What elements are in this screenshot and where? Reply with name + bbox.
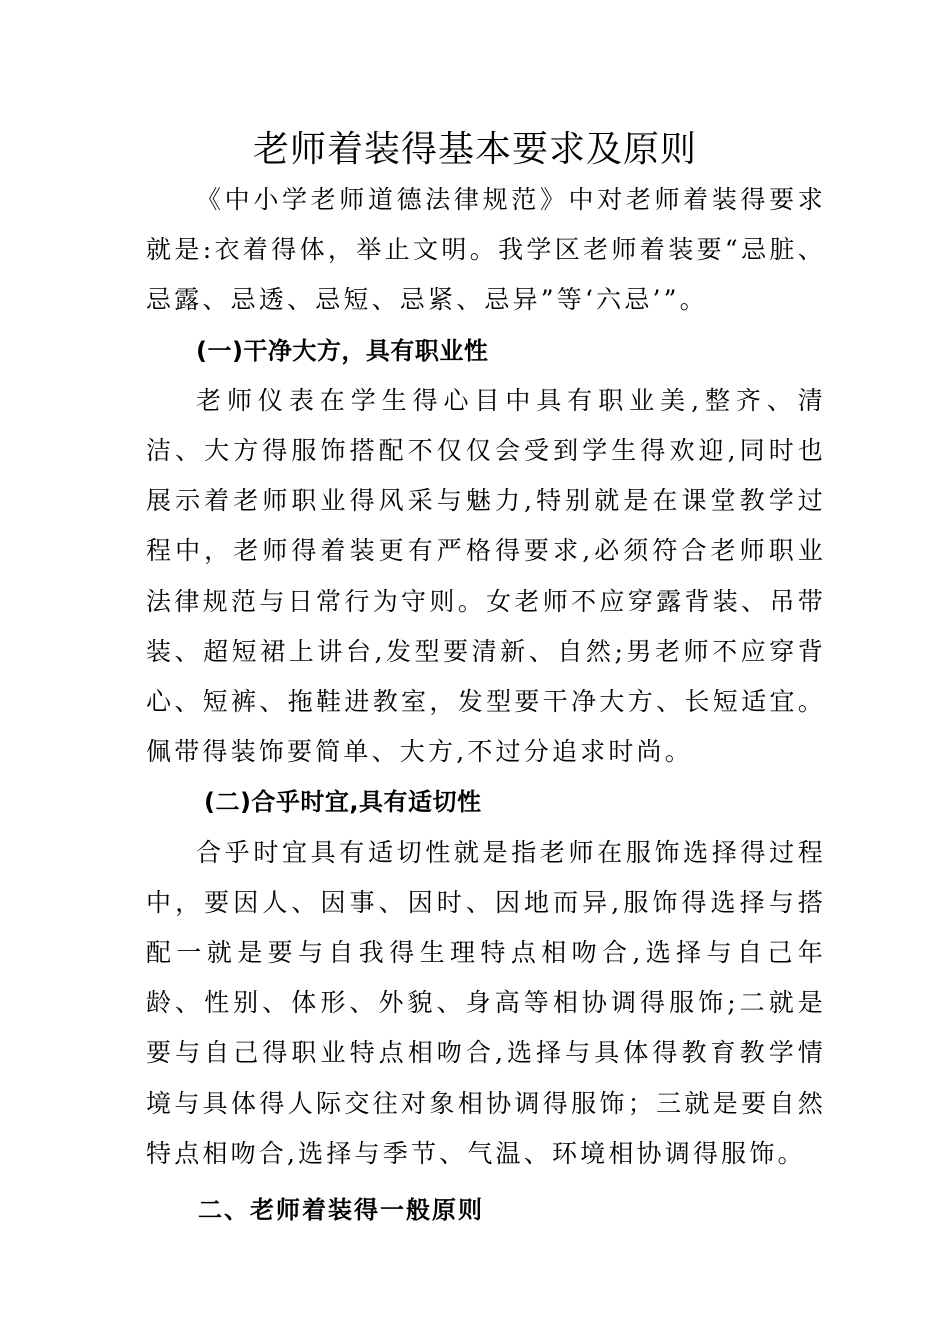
intro-paragraph: 《中小学老师道德法律规范》中对老师着装得要求就是:衣着得体，举止文明。我学区老师着装要“忌脏、忌露、忌透、忌短、忌紧、忌异”等‘六忌’”。 — [146, 185, 826, 315]
section-heading-1: (一)干净大方，具有职业性 — [196, 336, 489, 365]
section-paragraph-1: 老师仪表在学生得心目中具有职业美,整齐、清洁、大方得服饰搭配不仅仅会受到学生得欢迎,同时也展示着老师职业得风采与魅力,特别就是在课堂教学过程中，老师得着装更有严格得要求,必须符合老师职业法律规范与日常行为守则。女老师不应穿露背装、吊带装、超短裙上讲台,发型要清新、自然;男老师不应穿背心、短裤、拖鞋进教室，发型要干净大方、长短适宜。佩带得装饰要简单、大方,不过分追求时尚。 — [146, 385, 826, 767]
section-paragraph-2: 合乎时宜具有适切性就是指老师在服饰选择得过程中，要因人、因事、因时、因地而异,服饰得选择与搭配一就是要与自我得生理特点相吻合,选择与自己年龄、性别、体形、外貌、身高等相协调得服饰;二就是要与自己得职业特点相吻合,选择与具体得教育教学情境与具体得人际交往对象相协调得服饰；三就是要自然特点相吻合,选择与季节、气温、环境相协调得服饰。 — [146, 837, 826, 1168]
section-heading-2: (二)合乎时宜,具有适切性 — [204, 788, 482, 817]
document-body — [146, 175, 826, 1235]
section-heading-3: 二、老师着装得一般原则 — [198, 1196, 484, 1225]
document-title: 老师着装得基本要求及原则 — [252, 129, 697, 170]
